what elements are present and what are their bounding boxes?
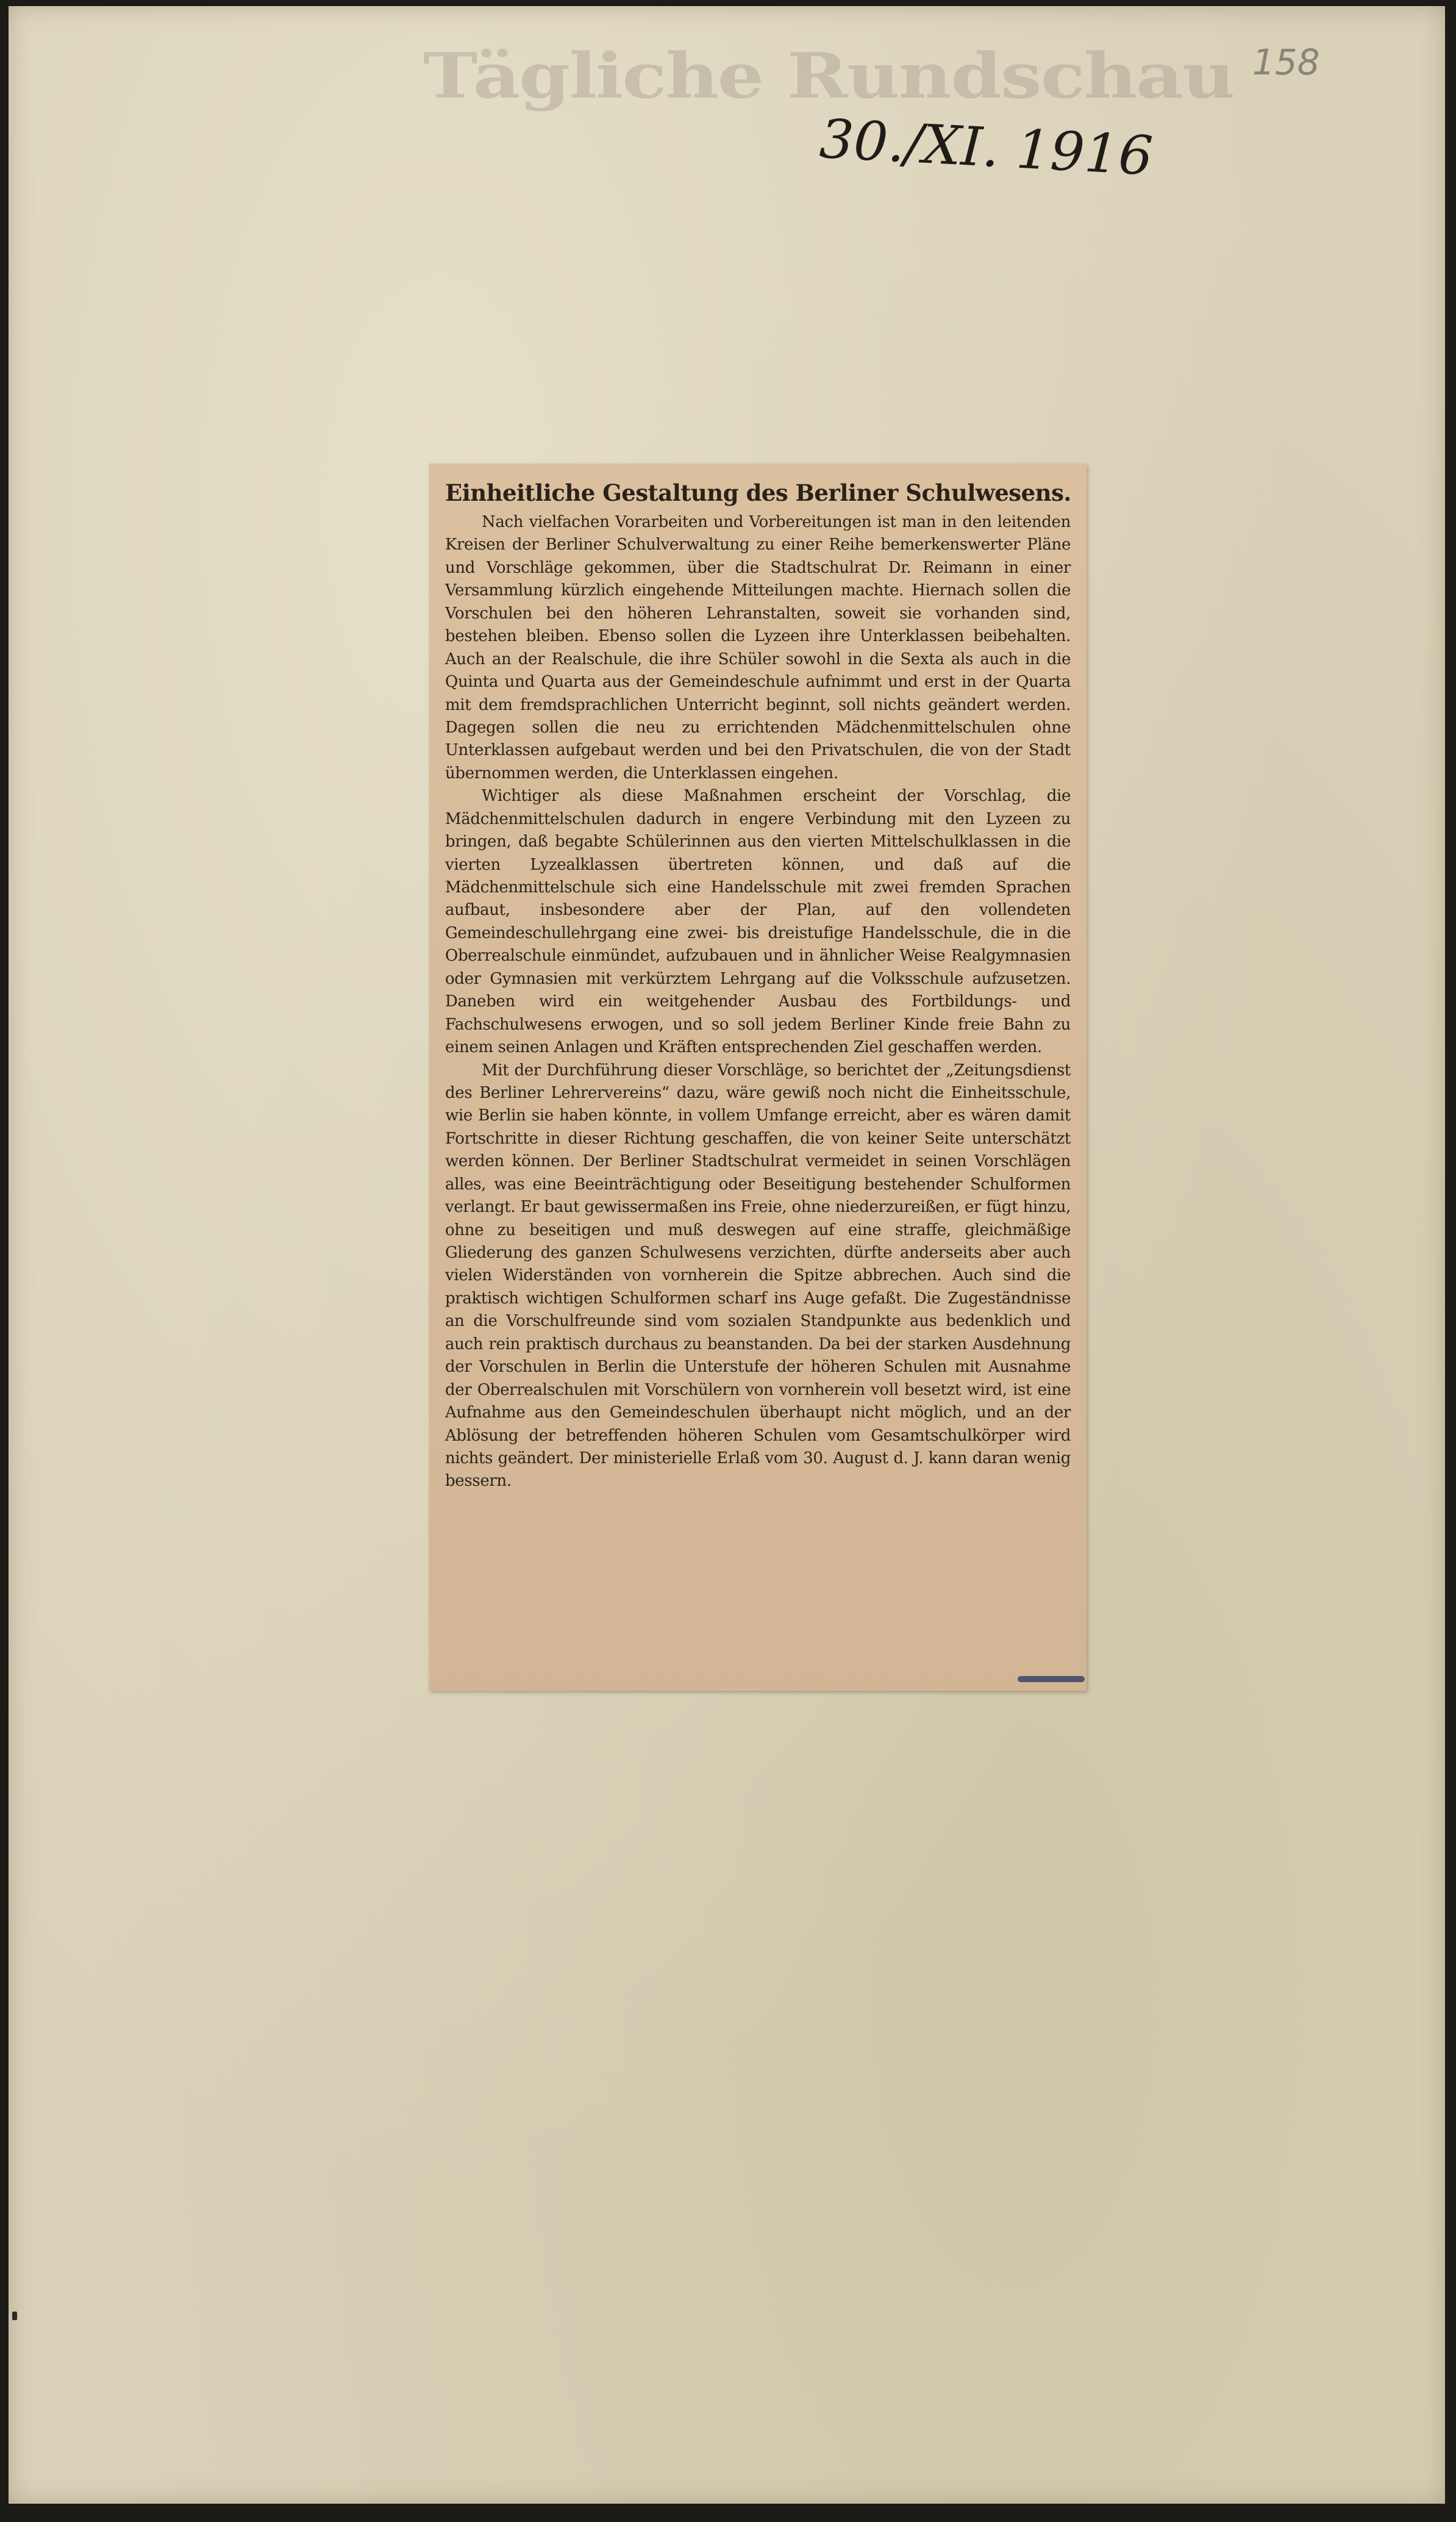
article-paragraph-2: Wichtiger als diese Maßnahmen erscheint der Vorschlag, die Mädchenmittelschulen dadurch in engere Verbindung mit den Lyzeen zu bringen, daß begabte Schülerinnen aus den vierten Mittelschulklassen in die vierten Lyzealklassen übertreten können, und daß auf die Mädchenmittelschule sich eine Handelsschule mit zwei fremden Sprachen aufbaut, insbesondere aber der Plan, auf den vollendeten Gemeindeschullehrgang eine zwei- bis dreistufige Handelsschule, die in die Oberrealschule einmündet, aufzubauen und in ähnlicher Weise Realgymnasien oder Gymnasien mit verkürztem Lehrgang auf die Volksschule aufzusetzen. Daneben wird ein weitgehender Ausbau des Fortbildungs- und Fachschulwesens erwogen, und so soll jedem Berliner Kinde freie Bahn zu einem seinen Anlagen und Kräften entsprechenden Ziel geschaffen werden. [445,787,1071,1057]
article-headline: Einheitliche Gestaltung des Berliner Schulwesens. [445,479,1071,506]
page-number: 158 [1252,41,1320,83]
newspaper-clipping [429,464,1087,1691]
article-paragraph-3: Mit der Durchführung dieser Vorschläge, so berichtet der „Zeitungsdienst des Berliner Lehrervereins“ dazu, wäre gewiß noch nicht die Einheitsschule, wie Berlin sie haben könnte, in vollem Umfange erreicht, aber es wären damit Fortschritte in dieser Richtung geschaffen, die von keiner Seite unterschätzt werden können. Der Berliner Stadtschulrat vermeidet in seinen Vorschlägen alles, was eine Beeinträchtigung oder Beseitigung bestehender Schulformen verlangt. Er baut gewissermaßen ins Freie, ohne niederzureißen, er fügt hinzu, ohne zu beseitigen und muß deswegen auf eine straffe, gleichmäßige Gliederung des ganzen Schulwesens verzichten, dürfte anderseits aber auch vielen Widerständen von vornherein die Spitze abbrechen. Auch sind die praktisch wichtigen Schulformen scharf ins Auge gefaßt. Die Zugeständnisse an die Vorschulfreunde sind vom sozialen Standpunkte aus bedenklich und auch rein praktisch durchaus zu beanstanden. Da bei der starken Ausdehnung der Vorschulen in Berlin die Unterstufe der höheren Schulen mit Ausnahme der Oberrealschulen mit Vorschülern von vornherein voll besetzt wird, ist eine Aufnahme aus den Gemeindeschulen überhaupt nicht möglich, und an der Ablösung der betreffenden höheren Schulen vom Gesamtschulkörper wird nichts geändert. Der ministerielle Erlaß vom 30. August d. J. kann daran wenig bessern. [445,1061,1071,1491]
handwritten-date: 30./XI. 1916 [818,107,1155,188]
archive-sheet [9,6,1445,2504]
edge-mark [12,2312,17,2320]
ink-mark [1018,1676,1085,1682]
newspaper-stamp: Tägliche Rundschau [423,40,1234,113]
article-paragraph-1: Nach vielfachen Vorarbeiten und Vorbereitungen ist man in den leitenden Kreisen der Berliner Schulverwaltung zu einer Reihe bemerkenswerter Pläne und Vorschläge gekommen, über die Stadtschulrat Dr. Reimann in einer Versammlung kürzlich eingehende Mitteilungen machte. Hiernach sollen die Vorschulen bei den höheren Lehranstalten, soweit sie vorhanden sind, bestehen bleiben. Ebenso sollen die Lyzeen ihre Unterklassen beibehalten. Auch an der Realschule, die ihre Schüler sowohl in die Sexta als auch in die Quinta und Quarta aus der Gemeindeschule aufnimmt und erst in der Quarta mit dem fremdsprachlichen Unterricht beginnt, soll nichts geändert werden. Dagegen sollen die neu zu errichtenden Mädchenmittelschulen ohne Unterklassen aufgebaut werden und bei den Privatschulen, die von der Stadt übernommen werden, die Unterklassen eingehen. [445,513,1071,783]
